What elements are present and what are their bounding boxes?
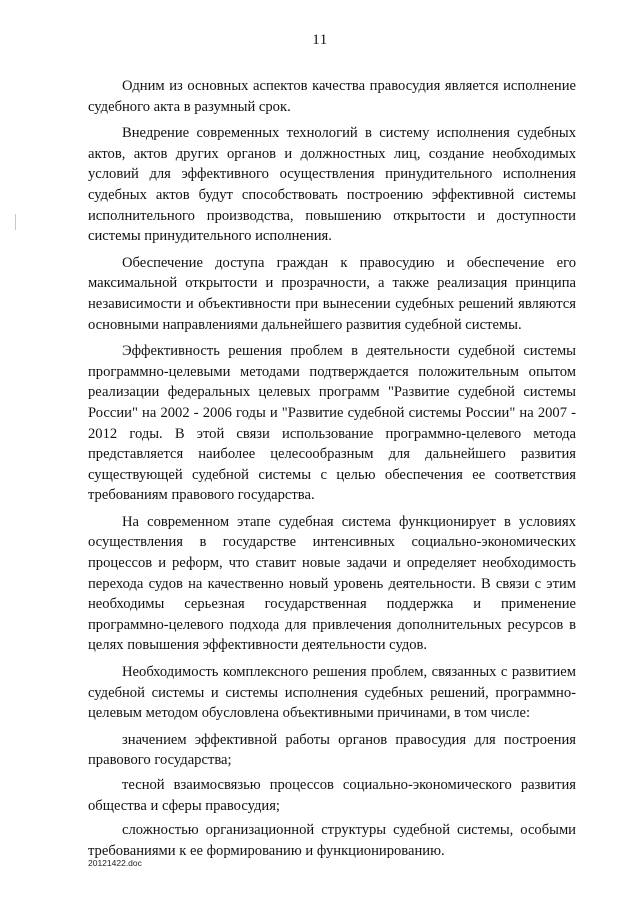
paragraph-4: Эффективность решения проблем в деятельности судебной системы программно-целевыми методами подтверждается положительным опытом реализации федеральных целевых программ "Развитие судебной системы России" на 2002 - 2006 годы и "Развитие судебной системы России" на 2007 - 2012 годы. В этой связи использование программно-целевого метода представляется наиболее целесообразным для дальнейшего развития существующей судебной системы с целью обеспечения ее соответствия требованиям правового государства. (88, 343, 576, 504)
margin-mark (15, 214, 16, 230)
list-item-2: тесной взаимосвязью процессов социально-экономического развития общества и сферы правосудия; (88, 777, 576, 814)
list-item-3: сложностью организационной структуры судебной системы, особыми требованиями к ее формированию и функционированию. (88, 822, 576, 859)
paragraph-3: Обеспечение доступа граждан к правосудию и обеспечение его максимальной открытости и прозрачности, а также реализация принципа независимости и объективности при вынесении судебных решений являются основными направлениями дальнейшего развития судебной системы. (88, 254, 576, 333)
list-item-1: значением эффективной работы органов правосудия для построения правового государства; (88, 731, 576, 769)
paragraph-1: Одним из основных аспектов качества правосудия является исполнение судебного акта в разумный срок. (88, 78, 576, 115)
document-body (88, 76, 576, 861)
paragraph-5: На современном этапе судебная система функционирует в условиях осуществления в государстве интенсивных социально-экономических процессов и реформ, что ставит новые задачи и определяет необходимость перехода судов на качественно новый уровень деятельности. В связи с этим необходимы серьезная государственная поддержка и применение программно-целевого подхода для привлечения дополнительных ресурсов в целях повышения эффективности деятельности судов. (88, 513, 576, 654)
file-name-footer: 20121422.doc (88, 858, 142, 868)
paragraph-6: Необходимость комплексного решения проблем, связанных с развитием судебной системы и системы исполнения судебных решений, программно-целевым методом обусловлена объективными причинами, в том числе: (88, 664, 576, 722)
paragraph-2: Внедрение современных технологий в систему исполнения судебных актов, актов других органов и должностных лиц, создание необходимых условий для эффективного осуществления принудительного исполнения судебных актов будут способствовать построению эффективной системы исполнительного производства, повышению открытости и доступности системы принудительного исполнения. (88, 125, 576, 245)
page-number: 11 (312, 32, 328, 48)
